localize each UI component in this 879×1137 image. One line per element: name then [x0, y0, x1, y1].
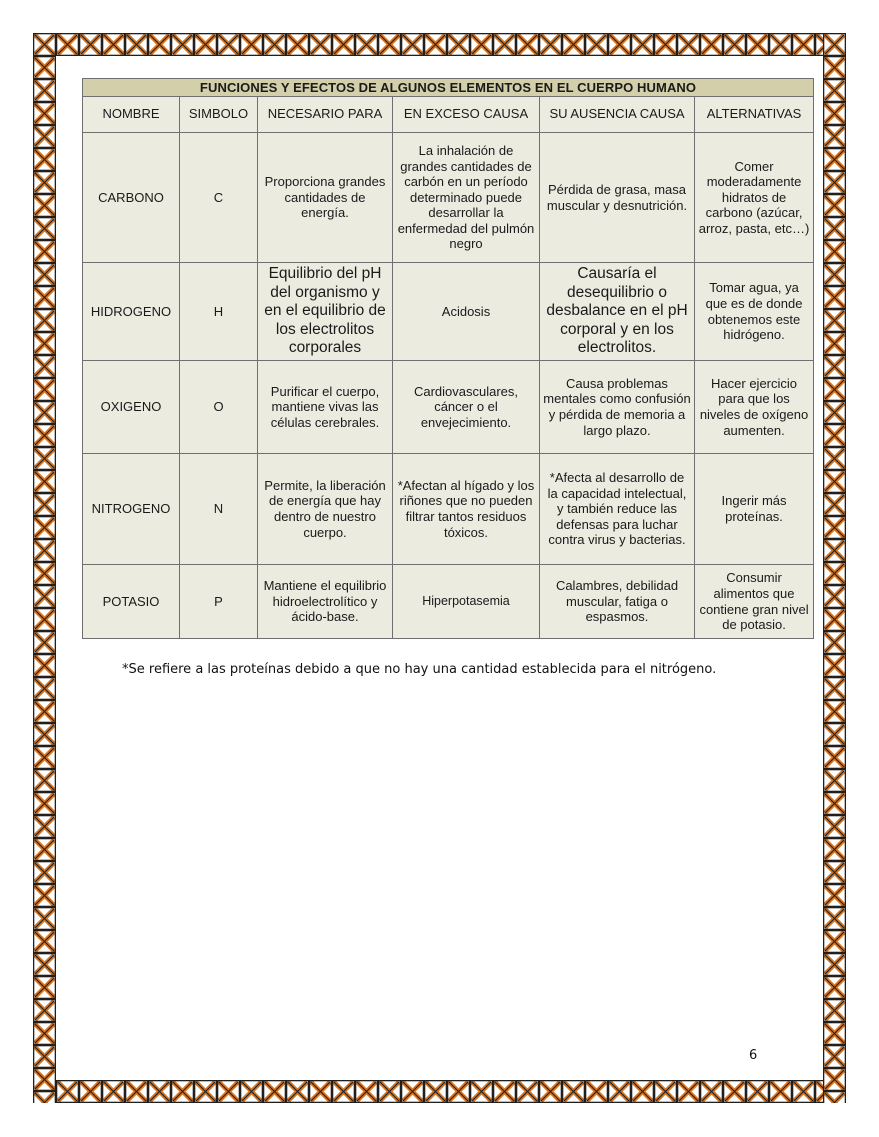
- cell-simbolo: C: [180, 133, 258, 263]
- header-simbolo: SIMBOLO: [180, 97, 258, 133]
- cell-ausencia: Causaría el desequilibrio o desbalance en el pH corporal y en los electrolitos.: [540, 263, 695, 361]
- knot-pattern: [33, 33, 846, 56]
- cell-nombre: POTASIO: [83, 565, 180, 639]
- cell-nombre: HIDROGENO: [83, 263, 180, 361]
- cell-necesario: Purificar el cuerpo, mantiene vivas las células cerebrales.: [258, 361, 393, 454]
- cell-exceso: *Afectan al hígado y los riñones que no pueden filtrar tantos residuos tóxicos.: [393, 454, 540, 565]
- cell-nombre: OXIGENO: [83, 361, 180, 454]
- decorative-border-right: [823, 33, 846, 1103]
- decorative-border-left: [33, 33, 56, 1103]
- cell-necesario: Proporciona grandes cantidades de energía.: [258, 133, 393, 263]
- header-necesario-para: NECESARIO PARA: [258, 97, 393, 133]
- decorative-border-bottom: [33, 1080, 846, 1103]
- page-number: 6: [749, 1048, 758, 1063]
- cell-alternativas: Hacer ejercicio para que los niveles de oxígeno aumenten.: [695, 361, 814, 454]
- elements-table: [82, 78, 814, 639]
- cell-exceso: La inhalación de grandes cantidades de carbón en un período determinado puede desarrollar la enfermedad del pulmón negro: [393, 133, 540, 263]
- cell-exceso: Cardiovasculares, cáncer o el envejecimiento.: [393, 361, 540, 454]
- cell-alternativas: Tomar agua, ya que es de donde obtenemos este hidrógeno.: [695, 263, 814, 361]
- cell-necesario: Mantiene el equilibrio hidroelectrolítico y ácido-base.: [258, 565, 393, 639]
- header-en-exceso-causa: EN EXCESO CAUSA: [393, 97, 540, 133]
- cell-simbolo: P: [180, 565, 258, 639]
- table-row-potasio: [83, 565, 814, 639]
- header-nombre: NOMBRE: [83, 97, 180, 133]
- cell-necesario: Permite, la liberación de energía que hay dentro de nuestro cuerpo.: [258, 454, 393, 565]
- cell-simbolo: H: [180, 263, 258, 361]
- cell-nombre: NITROGENO: [83, 454, 180, 565]
- cell-ausencia: Calambres, debilidad muscular, fatiga o espasmos.: [540, 565, 695, 639]
- table-title: FUNCIONES Y EFECTOS DE ALGUNOS ELEMENTOS EN EL CUERPO HUMANO: [83, 79, 814, 97]
- cell-exceso: Acidosis: [393, 263, 540, 361]
- cell-nombre: CARBONO: [83, 133, 180, 263]
- table-row-oxigeno: [83, 361, 814, 454]
- cell-simbolo: O: [180, 361, 258, 454]
- header-su-ausencia-causa: SU AUSENCIA CAUSA: [540, 97, 695, 133]
- cell-alternativas: Comer moderadamente hidratos de carbono (azúcar, arroz, pasta, etc…): [695, 133, 814, 263]
- cell-alternativas: Consumir alimentos que contiene gran nivel de potasio.: [695, 565, 814, 639]
- cell-ausencia: Causa problemas mentales como confusión y pérdida de memoria a largo plazo.: [540, 361, 695, 454]
- cell-ausencia: *Afecta al desarrollo de la capacidad intelectual, y también reduce las defensas para luchar contra virus y bacterias.: [540, 454, 695, 565]
- knot-pattern: [33, 1080, 846, 1103]
- cell-exceso: Hiperpotasemia: [393, 565, 540, 639]
- cell-alternativas: Ingerir más proteínas.: [695, 454, 814, 565]
- cell-ausencia: Pérdida de grasa, masa muscular y desnutrición.: [540, 133, 695, 263]
- table-row-carbono: [83, 133, 814, 263]
- cell-necesario: Equilibrio del pH del organismo y en el equilibrio de los electrolitos corporales: [258, 263, 393, 361]
- footnote: *Se refiere a las proteínas debido a que no hay una cantidad establecida para el nitrógeno.: [122, 662, 717, 677]
- table-row-nitrogeno: [83, 454, 814, 565]
- knot-pattern: [823, 33, 846, 1103]
- table-row-hidrogeno: [83, 263, 814, 361]
- header-alternativas: ALTERNATIVAS: [695, 97, 814, 133]
- knot-pattern: [33, 33, 56, 1103]
- cell-simbolo: N: [180, 454, 258, 565]
- decorative-border-top: [33, 33, 846, 56]
